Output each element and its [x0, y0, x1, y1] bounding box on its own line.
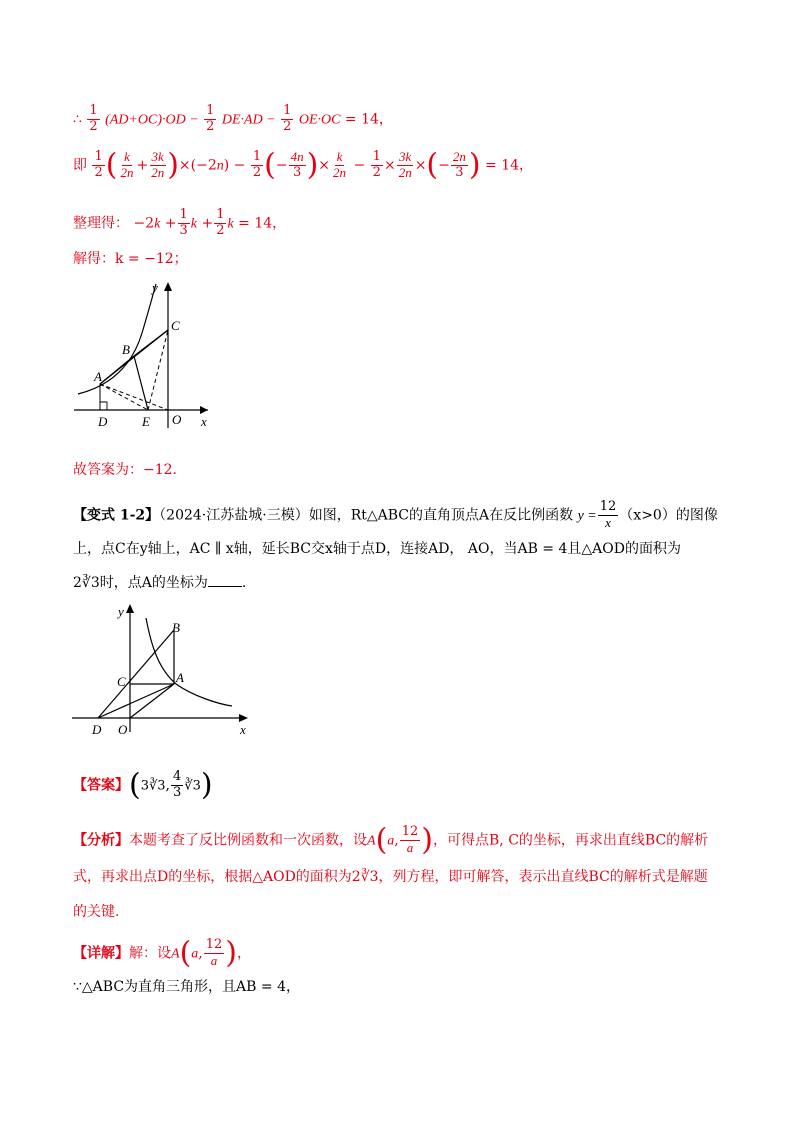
- svg-text:B: B: [172, 620, 180, 635]
- analysis-line-1: 【分析】本题考查了反比例函数和一次函数，设A(a, $\frac{12}{a}$ )，可得点B, C的坐标，再求出直线BC的解析: [73, 822, 709, 858]
- svg-text:B: B: [122, 342, 130, 357]
- equation-line-1: ∴ $\frac{1}{2}$ (AD+OC)·OD − $\frac{1}{2}$ DE·AD − $\frac{1}{2}$ OE·OC = 14，: [73, 103, 393, 134]
- equation-line-2: 即 $\frac{1}{2}$ ( $\frac{k}{2n}$ + $\frac{3k}{2n}$ )×(−2n) − $\frac{1}{2}$ (− $\frac{4n}{3}$ )× $\frac{k}{2n}$ − $\frac{1}{2}$ × $\frac{3k}{2n}$ ×(− $\frac{2n}{3}$ ) = 14，: [73, 147, 534, 183]
- equation-line-3: 整理得： −2k + $\frac{1}{3}$ k + $\frac{1}{2}$ k = 14，: [73, 207, 287, 238]
- answer-blank: [208, 585, 242, 587]
- answer-section: 【答案】(3∛3, $\frac{4}{3}$ ∛3): [73, 767, 213, 803]
- analysis-line-2: 式，再求出点D的坐标，根据△AOD的面积为2∛3，列方程，即可解答，表示出直线BC的解析式是解题: [73, 869, 708, 885]
- problem-line-1: 【变式 1-2】（2024·江苏盐城·三模）如图，Rt△ABC的直角顶点A在反比例函数 y = $\frac{12}{x}$ （x>0）的图像: [73, 499, 718, 530]
- detail-line-2: ∵△ABC为直角三角形，且AB = 4，: [73, 979, 300, 995]
- svg-text:C: C: [117, 674, 126, 689]
- analysis-line-3: 的关键.: [73, 904, 120, 920]
- svg-text:A: A: [94, 369, 102, 384]
- svg-text:C: C: [171, 318, 180, 333]
- figure-1: [70, 278, 220, 433]
- svg-text:y: y: [152, 280, 158, 295]
- svg-text:x: x: [240, 722, 246, 737]
- svg-text:x: x: [201, 414, 207, 429]
- svg-text:O: O: [118, 722, 128, 737]
- detail-line-1: 【详解】解：设A(a, $\frac{12}{a}$ )，: [73, 935, 251, 971]
- figure-2: [68, 600, 258, 740]
- svg-text:A: A: [176, 670, 184, 685]
- svg-text:D: D: [98, 414, 108, 429]
- svg-text:D: D: [92, 722, 102, 737]
- answer-line-1: 故答案为：−12.: [73, 462, 177, 478]
- problem-line-2: 上，点C在y轴上，AC ∥ x轴，延长BC交x轴于点D，连接AD， AO，当AB = 4且△AOD的面积为: [73, 541, 681, 557]
- svg-text:y: y: [118, 604, 124, 619]
- svg-text:E: E: [142, 414, 150, 429]
- svg-text:O: O: [172, 412, 182, 427]
- equation-line-4: 解得：k = −12；: [73, 251, 188, 267]
- problem-line-3: 2∛3时，点A的坐标为 .: [73, 575, 247, 591]
